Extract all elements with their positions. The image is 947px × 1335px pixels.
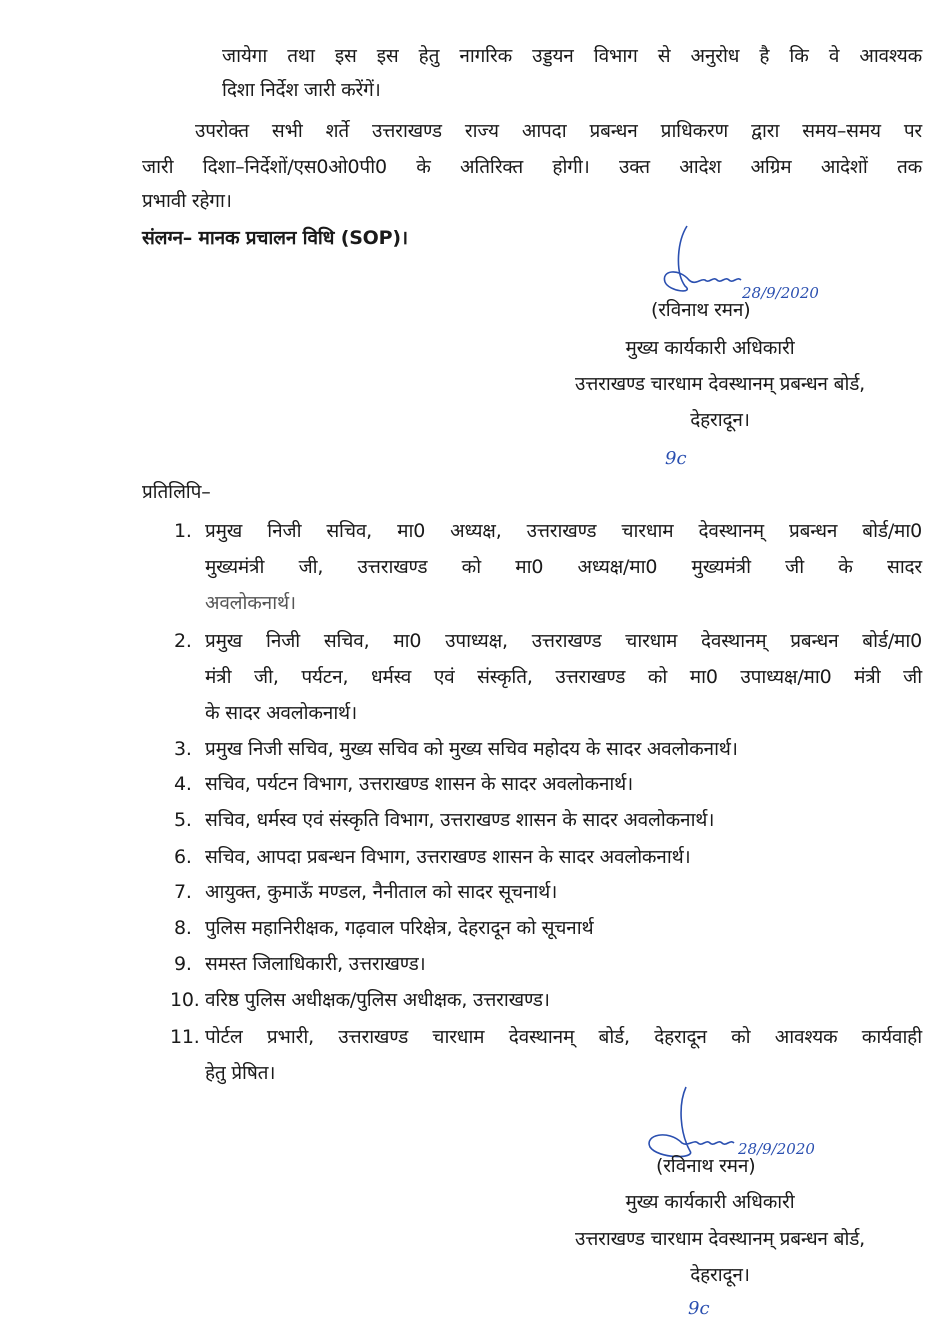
item-number: 10. [170, 989, 200, 1011]
item-number: 7. [174, 881, 192, 903]
enclosure-note: संलग्न– मानक प्रचालन विधि (SOP)। [142, 227, 408, 249]
item-line: हेतु प्रेषित। [205, 1062, 276, 1084]
item-number: 4. [174, 773, 192, 795]
item-line: सचिव, पर्यटन विभाग, उत्तराखण्ड शासन के सादर अवलोकनार्थ। [205, 773, 634, 795]
item-number: 6. [174, 846, 192, 868]
paragraph-line-1: उपरोक्त सभी शर्ते उत्तराखण्ड राज्य आपदा प्रबन्धन प्राधिकरण द्वारा समय–समय पर [195, 120, 922, 142]
item-line: वरिष्ठ पुलिस अधीक्षक/पुलिस अधीक्षक, उत्तराखण्ड। [205, 989, 550, 1011]
signature-date: 28/9/2020 [738, 1140, 815, 1158]
paragraph-line-2: जारी दिशा–निर्देशों/एस0ओ0पी0 के अतिरिक्त होगी। उक्त आदेश अग्रिम आदेशों तक [142, 156, 922, 178]
signatory-name: (रविनाथ रमन) [656, 1155, 756, 1177]
signatory-organization: उत्तराखण्ड चारधाम देवस्थानम् प्रबन्धन बोर्ड, [574, 1228, 865, 1250]
item-line: प्रमुख निजी सचिव, मा0 अध्यक्ष, उत्तराखण्ड चारधाम देवस्थानम् प्रबन्धन बोर्ड/मा0 [205, 520, 922, 542]
signatory-city: देहरादून। [690, 409, 750, 431]
item-number: 3. [174, 738, 192, 760]
item-number: 11. [170, 1026, 200, 1048]
item-line: पुलिस महानिरीक्षक, गढ़वाल परिक्षेत्र, देहरादून को सूचनार्थ [205, 917, 594, 939]
item-number: 8. [174, 917, 192, 939]
item-line: प्रमुख निजी सचिव, मुख्य सचिव को मुख्य सचिव महोदय के सादर अवलोकनार्थ। [205, 738, 738, 760]
item-number: 2. [174, 630, 192, 652]
signatory-designation: मुख्य कार्यकारी अधिकारी [625, 1191, 795, 1213]
item-line: पोर्टल प्रभारी, उत्तराखण्ड चारधाम देवस्थानम् बोर्ड, देहरादून को आवश्यक कार्यवाही [205, 1026, 922, 1048]
copy-to-heading: प्रतिलिपि– [142, 481, 211, 503]
item-line: के सादर अवलोकनार्थ। [205, 702, 357, 724]
signatory-name: (रविनाथ रमन) [651, 299, 751, 321]
item-number: 1. [174, 520, 192, 542]
handwritten-initial: 9c [688, 1298, 710, 1319]
paragraph-line-3: प्रभावी रहेगा। [142, 190, 232, 212]
item-line: अवलोकनार्थ। [205, 592, 296, 614]
item-line: सचिव, धर्मस्व एवं संस्कृति विभाग, उत्तराखण्ड शासन के सादर अवलोकनार्थ। [205, 809, 715, 831]
item-line: आयुक्त, कुमाऊँ मण्डल, नैनीताल को सादर सूचनार्थ। [205, 881, 558, 903]
item-number: 5. [174, 809, 192, 831]
item-line: समस्त जिलाधिकारी, उत्तराखण्ड। [205, 953, 426, 975]
signatory-organization: उत्तराखण्ड चारधाम देवस्थानम् प्रबन्धन बोर्ड, [574, 373, 865, 395]
handwritten-initial: 9c [665, 448, 687, 469]
signatory-city: देहरादून। [690, 1264, 750, 1286]
item-line: प्रमुख निजी सचिव, मा0 उपाध्यक्ष, उत्तराखण्ड चारधाम देवस्थानम् प्रबन्धन बोर्ड/मा0 [205, 630, 922, 652]
signature-date: 28/9/2020 [742, 284, 819, 302]
intro-line-1: जायेगा तथा इस इस हेतु नागरिक उड्डयन विभाग से अनुरोध है कि वे आवश्यक [222, 45, 922, 67]
signatory-designation: मुख्य कार्यकारी अधिकारी [625, 337, 795, 359]
intro-line-2: दिशा निर्देश जारी करेंगें। [222, 79, 381, 101]
item-line: मुख्यमंत्री जी, उत्तराखण्ड को मा0 अध्यक्ष/मा0 मुख्यमंत्री जी के सादर [205, 556, 922, 578]
item-line: मंत्री जी, पर्यटन, धर्मस्व एवं संस्कृति, उत्तराखण्ड को मा0 उपाध्यक्ष/मा0 मंत्री जी [205, 666, 922, 688]
item-number: 9. [174, 953, 192, 975]
item-line: सचिव, आपदा प्रबन्धन विभाग, उत्तराखण्ड शासन के सादर अवलोकनार्थ। [205, 846, 691, 868]
